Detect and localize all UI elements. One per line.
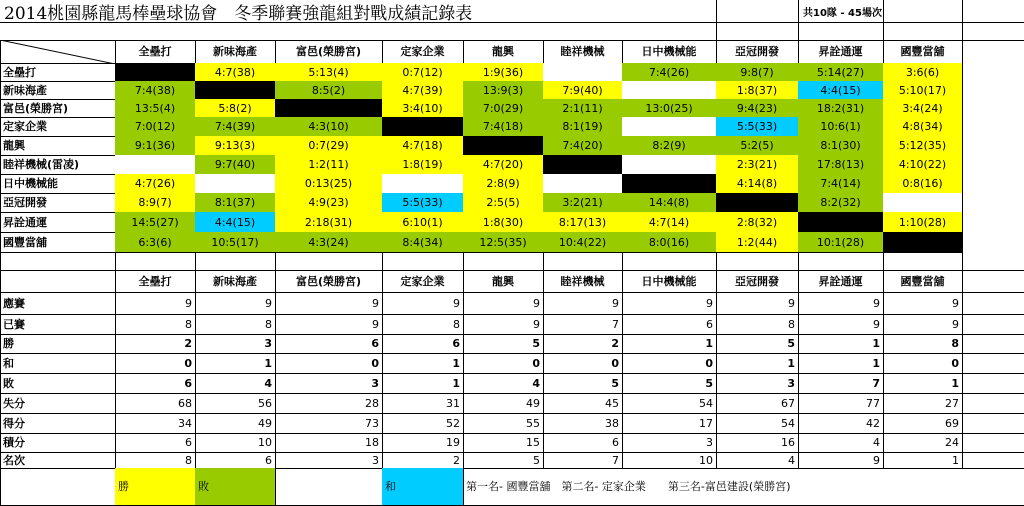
stats-value-cell: 1	[382, 373, 464, 394]
match-result-cell: 2:18(31)	[275, 212, 383, 233]
stats-value-cell: 9	[883, 314, 963, 335]
match-result-cell: 0:8(16)	[883, 174, 963, 194]
match-result-cell: 8:1(37)	[195, 193, 276, 213]
stats-value-cell: 49	[463, 393, 544, 414]
stats-value-cell: 7	[798, 373, 884, 394]
match-result-cell: 9:1(36)	[115, 136, 196, 156]
match-result-cell	[115, 63, 196, 82]
match-result-cell	[883, 193, 963, 213]
stats-value-cell: 34	[115, 413, 196, 434]
stats-filler-cell	[962, 413, 1024, 434]
stats-value-cell: 0	[622, 353, 717, 374]
match-result-cell: 7:4(20)	[543, 136, 623, 156]
matrix-row-label: 龍興	[0, 136, 116, 156]
match-result-cell: 9:8(7)	[716, 63, 799, 82]
match-result-cell: 0:7(29)	[275, 136, 383, 156]
stats-value-cell: 5	[622, 373, 717, 394]
match-result-cell: 9:13(3)	[195, 136, 276, 156]
match-result-cell	[382, 174, 464, 194]
match-result-cell	[716, 193, 799, 213]
match-result-cell: 8:4(34)	[382, 232, 464, 253]
match-result-cell: 13:5(4)	[115, 99, 196, 118]
match-result-cell: 7:0(12)	[115, 117, 196, 137]
stats-value-cell: 3	[716, 373, 799, 394]
stats-value-cell: 2	[543, 334, 623, 354]
match-result-cell: 5:10(17)	[883, 81, 963, 100]
stats-value-cell: 6	[543, 433, 623, 453]
stats-filler-cell	[962, 292, 1024, 315]
stats-row-label: 名次	[0, 452, 116, 469]
match-result-cell: 8:2(32)	[798, 193, 884, 213]
stats-col-header: 亞冠開發	[716, 270, 799, 293]
stats-value-cell: 9	[798, 314, 884, 335]
match-result-cell: 18:2(31)	[798, 99, 884, 118]
stats-value-cell: 8	[883, 334, 963, 354]
match-result-cell: 1:9(36)	[463, 63, 544, 82]
stats-value-cell: 6	[382, 334, 464, 354]
match-result-cell: 10:6(1)	[798, 117, 884, 137]
title-col-divider	[962, 0, 963, 40]
match-result-cell: 0:7(12)	[382, 63, 464, 82]
match-result-cell: 5:5(33)	[382, 193, 464, 213]
stats-value-cell: 0	[275, 353, 383, 374]
matrix-col-header: 昇詮通運	[798, 40, 884, 64]
stats-filler-cell	[962, 393, 1024, 414]
stats-value-cell: 2	[115, 334, 196, 354]
stats-value-cell: 2	[382, 452, 464, 469]
stats-value-cell: 9	[883, 292, 963, 315]
stats-value-cell: 6	[275, 334, 383, 354]
stats-row-label: 敗	[0, 373, 116, 394]
match-result-cell: 5:5(33)	[716, 117, 799, 137]
match-result-cell: 10:4(22)	[543, 232, 623, 253]
stats-value-cell: 6	[195, 452, 276, 469]
stats-value-cell: 4	[798, 433, 884, 453]
stats-value-cell: 3	[622, 433, 717, 453]
match-result-cell: 8:1(30)	[798, 136, 884, 156]
match-result-cell: 14:4(8)	[622, 193, 717, 213]
match-result-cell: 1:8(30)	[463, 212, 544, 233]
match-result-cell: 3:4(10)	[382, 99, 464, 118]
legend-win: 勝	[115, 468, 196, 506]
match-result-cell: 5:8(2)	[195, 99, 276, 118]
stats-value-cell: 6	[115, 433, 196, 453]
match-result-cell: 7:4(39)	[195, 117, 276, 137]
match-result-cell: 5:13(4)	[275, 63, 383, 82]
spacer-cell	[0, 252, 116, 271]
stats-value-cell: 19	[382, 433, 464, 453]
match-result-cell: 14:5(27)	[115, 212, 196, 233]
match-result-cell	[622, 81, 717, 100]
match-result-cell: 8:0(16)	[622, 232, 717, 253]
match-result-cell	[543, 155, 623, 175]
stats-filler-cell	[962, 270, 1024, 293]
stats-value-cell: 9	[115, 292, 196, 315]
match-result-cell: 4:8(34)	[883, 117, 963, 137]
matrix-row-label: 國豐當舖	[0, 232, 116, 253]
spacer-cell	[543, 252, 623, 271]
match-result-cell: 4:3(10)	[275, 117, 383, 137]
stats-value-cell: 4	[195, 373, 276, 394]
stats-value-cell: 9	[716, 292, 799, 315]
match-result-cell: 0:13(25)	[275, 174, 383, 194]
match-result-cell	[463, 136, 544, 156]
stats-value-cell: 1	[622, 334, 717, 354]
match-result-cell: 2:3(21)	[716, 155, 799, 175]
match-result-cell: 7:4(18)	[463, 117, 544, 137]
stats-value-cell: 68	[115, 393, 196, 414]
stats-value-cell: 1	[195, 353, 276, 374]
title-col-divider	[798, 0, 799, 40]
stats-value-cell: 1	[716, 353, 799, 374]
stats-value-cell: 67	[716, 393, 799, 414]
match-result-cell: 2:1(11)	[543, 99, 623, 118]
stats-row-label: 失分	[0, 393, 116, 414]
match-result-cell: 4:9(23)	[275, 193, 383, 213]
spacer-cell	[622, 252, 717, 271]
stats-row-label: 得分	[0, 413, 116, 434]
stats-row-label: 積分	[0, 433, 116, 453]
stats-value-cell: 10	[195, 433, 276, 453]
match-result-cell: 1:2(44)	[716, 232, 799, 253]
stats-value-cell: 16	[716, 433, 799, 453]
stats-value-cell: 1	[883, 373, 963, 394]
stats-value-cell: 55	[463, 413, 544, 434]
stats-col-header: 睦祥機械	[543, 270, 623, 293]
stats-value-cell: 8	[382, 314, 464, 335]
stats-value-cell: 9	[275, 292, 383, 315]
match-result-cell	[275, 99, 383, 118]
stats-value-cell: 9	[275, 314, 383, 335]
matrix-col-header: 龍興	[463, 40, 544, 64]
match-result-cell: 9:4(23)	[716, 99, 799, 118]
matrix-row-label: 睦祥機械(雷凌)	[0, 155, 116, 175]
match-result-cell: 10:1(28)	[798, 232, 884, 253]
match-result-cell: 13:9(3)	[463, 81, 544, 100]
stats-value-cell: 10	[622, 452, 717, 469]
sheet-title: 2014桃園縣龍馬棒壘球協會 冬季聯賽強龍組對戰成績記錄表	[4, 3, 473, 24]
match-result-cell: 17:8(13)	[798, 155, 884, 175]
stats-value-cell: 5	[463, 334, 544, 354]
stats-value-cell: 17	[622, 413, 717, 434]
stats-value-cell: 24	[883, 433, 963, 453]
stats-value-cell: 73	[275, 413, 383, 434]
stats-value-cell: 9	[543, 292, 623, 315]
stats-col-header: 富邑(榮勝宮)	[275, 270, 383, 293]
match-result-cell: 5:2(5)	[716, 136, 799, 156]
stats-value-cell: 5	[543, 373, 623, 394]
matrix-row-label: 定家企業	[0, 117, 116, 137]
spacer-cell	[716, 252, 799, 271]
stats-value-cell: 9	[798, 452, 884, 469]
matrix-row-label: 新味海產	[0, 81, 116, 100]
match-result-cell: 2:5(5)	[463, 193, 544, 213]
stats-filler-cell	[962, 452, 1024, 469]
stats-value-cell: 6	[115, 373, 196, 394]
matrix-corner-cell	[0, 40, 116, 64]
match-result-cell: 4:4(15)	[195, 212, 276, 233]
stats-value-cell: 8	[195, 314, 276, 335]
match-result-cell	[622, 174, 717, 194]
stats-value-cell: 0	[883, 353, 963, 374]
stats-col-header: 國豐當舖	[883, 270, 963, 293]
match-result-cell: 4:7(14)	[622, 212, 717, 233]
match-result-cell: 8:17(13)	[543, 212, 623, 233]
stats-value-cell: 31	[382, 393, 464, 414]
stats-value-cell: 9	[463, 314, 544, 335]
stats-value-cell: 7	[543, 452, 623, 469]
match-result-cell: 7:4(38)	[115, 81, 196, 100]
legend-loss: 敗	[195, 468, 276, 506]
match-result-cell: 4:7(26)	[115, 174, 196, 194]
match-result-cell: 3:4(24)	[883, 99, 963, 118]
stats-value-cell: 5	[716, 334, 799, 354]
matrix-col-header: 富邑(榮勝宮)	[275, 40, 383, 64]
match-result-cell: 4:7(20)	[463, 155, 544, 175]
match-result-cell: 1:8(37)	[716, 81, 799, 100]
legend-blank	[0, 468, 116, 506]
title-row-divider	[0, 22, 1024, 23]
spacer-cell	[195, 252, 276, 271]
stats-filler-cell	[962, 433, 1024, 453]
match-result-cell: 4:14(8)	[716, 174, 799, 194]
spacer-cell	[382, 252, 464, 271]
stats-value-cell: 1	[798, 334, 884, 354]
stats-value-cell: 28	[275, 393, 383, 414]
spacer-cell	[115, 252, 196, 271]
match-result-cell: 4:7(38)	[195, 63, 276, 82]
stats-corner-cell	[0, 270, 116, 293]
stats-value-cell: 38	[543, 413, 623, 434]
match-result-cell	[622, 155, 717, 175]
stats-value-cell: 69	[883, 413, 963, 434]
match-result-cell: 3:6(6)	[883, 63, 963, 82]
stats-value-cell: 9	[463, 292, 544, 315]
match-result-cell: 12:5(35)	[463, 232, 544, 253]
stats-value-cell: 9	[798, 292, 884, 315]
match-result-cell: 6:3(6)	[115, 232, 196, 253]
stats-value-cell: 8	[716, 314, 799, 335]
match-result-cell: 5:14(27)	[798, 63, 884, 82]
match-result-cell	[195, 81, 276, 100]
matrix-row-label: 日中機械能	[0, 174, 116, 194]
match-result-cell	[195, 174, 276, 194]
stats-value-cell: 15	[463, 433, 544, 453]
stats-row-label: 應賽	[0, 292, 116, 315]
matrix-col-header: 睦祥機械	[543, 40, 623, 64]
match-result-cell: 7:9(40)	[543, 81, 623, 100]
match-result-cell: 10:5(17)	[195, 232, 276, 253]
stats-value-cell: 27	[883, 393, 963, 414]
stats-filler-cell	[962, 334, 1024, 354]
stats-filler-cell	[962, 314, 1024, 335]
match-result-cell: 7:4(14)	[798, 174, 884, 194]
stats-value-cell: 77	[798, 393, 884, 414]
matrix-row-label: 亞冠開發	[0, 193, 116, 213]
match-result-cell	[622, 117, 717, 137]
stats-value-cell: 49	[195, 413, 276, 434]
match-result-cell: 8:9(7)	[115, 193, 196, 213]
stats-col-header: 龍興	[463, 270, 544, 293]
match-result-cell: 1:2(11)	[275, 155, 383, 175]
match-result-cell: 1:10(28)	[883, 212, 963, 233]
stats-value-cell: 4	[463, 373, 544, 394]
spacer-cell	[883, 252, 963, 271]
stats-value-cell: 3	[275, 452, 383, 469]
match-result-cell	[543, 63, 623, 82]
match-result-cell: 4:4(15)	[798, 81, 884, 100]
stats-value-cell: 9	[195, 292, 276, 315]
match-result-cell	[543, 174, 623, 194]
match-result-cell: 4:3(24)	[275, 232, 383, 253]
stats-value-cell: 1	[883, 452, 963, 469]
stats-value-cell: 0	[543, 353, 623, 374]
title-col-divider	[716, 0, 717, 40]
stats-filler-cell	[962, 353, 1024, 374]
match-result-cell: 8:2(9)	[622, 136, 717, 156]
stats-value-cell: 6	[622, 314, 717, 335]
matrix-col-header: 日中機械能	[622, 40, 717, 64]
matrix-col-header: 亞冠開發	[716, 40, 799, 64]
matrix-col-header: 國豐當舖	[883, 40, 963, 64]
match-result-cell: 9:7(40)	[195, 155, 276, 175]
legend-blank	[275, 468, 383, 506]
match-result-cell: 2:8(9)	[463, 174, 544, 194]
stats-row-label: 和	[0, 353, 116, 374]
stats-col-header: 日中機械能	[622, 270, 717, 293]
stats-filler-cell	[962, 373, 1024, 394]
stats-value-cell: 18	[275, 433, 383, 453]
stats-value-cell: 4	[716, 452, 799, 469]
stats-value-cell: 54	[716, 413, 799, 434]
match-result-cell	[382, 117, 464, 137]
stats-row-label: 勝	[0, 334, 116, 354]
match-result-cell: 3:2(21)	[543, 193, 623, 213]
stats-value-cell: 42	[798, 413, 884, 434]
match-result-cell: 6:10(1)	[382, 212, 464, 233]
matrix-col-header: 新味海產	[195, 40, 276, 64]
match-result-cell: 7:4(26)	[622, 63, 717, 82]
matrix-col-header: 全壘打	[115, 40, 196, 64]
match-result-cell: 1:8(19)	[382, 155, 464, 175]
match-count: 共10隊 - 45場次	[803, 7, 882, 19]
stats-value-cell: 0	[115, 353, 196, 374]
title-col-divider	[883, 0, 884, 40]
stats-value-cell: 7	[543, 314, 623, 335]
stats-value-cell: 9	[382, 292, 464, 315]
stats-col-header: 全壘打	[115, 270, 196, 293]
stats-value-cell: 1	[798, 353, 884, 374]
spacer-cell	[962, 252, 1024, 271]
match-result-cell: 4:7(39)	[382, 81, 464, 100]
matrix-row-label: 全壘打	[0, 63, 116, 82]
match-result-cell: 13:0(25)	[622, 99, 717, 118]
match-result-cell: 4:7(18)	[382, 136, 464, 156]
stats-value-cell: 56	[195, 393, 276, 414]
ranking-text: 第一名- 國豐當舖 第二名- 定家企業 第三名-富邑建設(榮勝宮)	[463, 468, 1024, 506]
stats-value-cell: 8	[115, 452, 196, 469]
match-result-cell	[883, 232, 963, 253]
match-result-cell: 8:1(19)	[543, 117, 623, 137]
match-result-cell	[798, 212, 884, 233]
stats-value-cell: 5	[463, 452, 544, 469]
stats-value-cell: 54	[622, 393, 717, 414]
left-border	[0, 40, 1, 505]
matrix-row-label: 昇詮通運	[0, 212, 116, 233]
stats-value-cell: 0	[463, 353, 544, 374]
match-result-cell: 4:10(22)	[883, 155, 963, 175]
stats-row-label: 已賽	[0, 314, 116, 335]
match-result-cell: 5:12(35)	[883, 136, 963, 156]
stats-col-header: 定家企業	[382, 270, 464, 293]
spacer-cell	[275, 252, 383, 271]
match-result-cell: 8:5(2)	[275, 81, 383, 100]
match-result-cell: 2:8(32)	[716, 212, 799, 233]
stats-value-cell: 45	[543, 393, 623, 414]
spacer-cell	[463, 252, 544, 271]
stats-col-header: 新味海產	[195, 270, 276, 293]
matrix-row-label: 富邑(榮勝宮)	[0, 99, 116, 118]
legend-tie: 和	[382, 468, 464, 506]
stats-value-cell: 3	[195, 334, 276, 354]
stats-value-cell: 3	[275, 373, 383, 394]
matrix-col-header: 定家企業	[382, 40, 464, 64]
spacer-cell	[798, 252, 884, 271]
stats-value-cell: 8	[115, 314, 196, 335]
match-result-cell	[115, 155, 196, 175]
stats-value-cell: 9	[622, 292, 717, 315]
stats-value-cell: 1	[382, 353, 464, 374]
stats-col-header: 昇詮通運	[798, 270, 884, 293]
match-result-cell: 7:0(29)	[463, 99, 544, 118]
stats-value-cell: 52	[382, 413, 464, 434]
